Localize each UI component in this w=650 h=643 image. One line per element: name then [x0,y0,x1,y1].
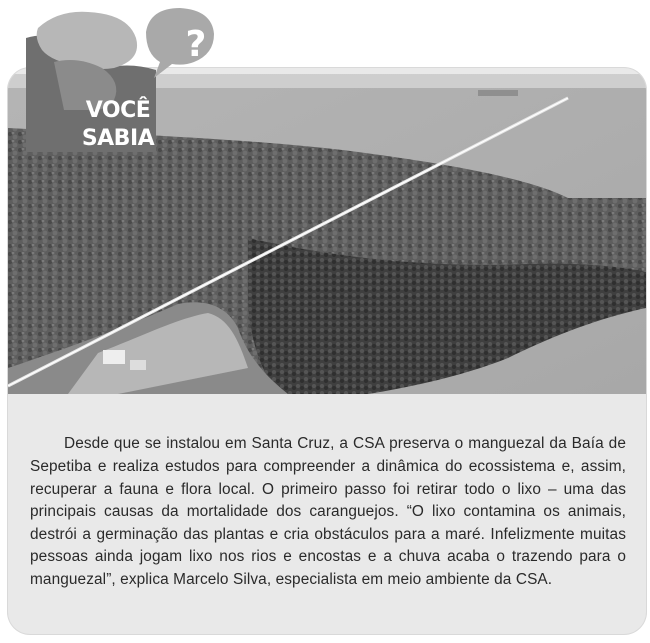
voce-sabia-badge [18,4,228,164]
question-mark: ? [185,24,207,65]
badge-title-line2: SABIA [81,126,155,151]
badge-title-line1: VOCÊ [85,98,151,123]
article-paragraph: Desde que se instalou em Santa Cruz, a CSA preserva o manguezal da Baía de Sepetiba e realiza estudos para compreender a dinâmica do ecossistema e, assim, recuperar a fauna e flora local. O primeiro passo foi retirar todo o lixo – uma das principais causas da mortalidade dos caranguejos. “O lixo contamina os animais, destrói a germinação das plantas e cria obstáculos para a maré. Infelizmente muitas pessoas ainda jogam lixo nos rios e encostas e a chuva acaba o trazendo para o manguezal”, explica Marcelo Silva, especialista em meio ambiente da CSA. [30,435,626,588]
